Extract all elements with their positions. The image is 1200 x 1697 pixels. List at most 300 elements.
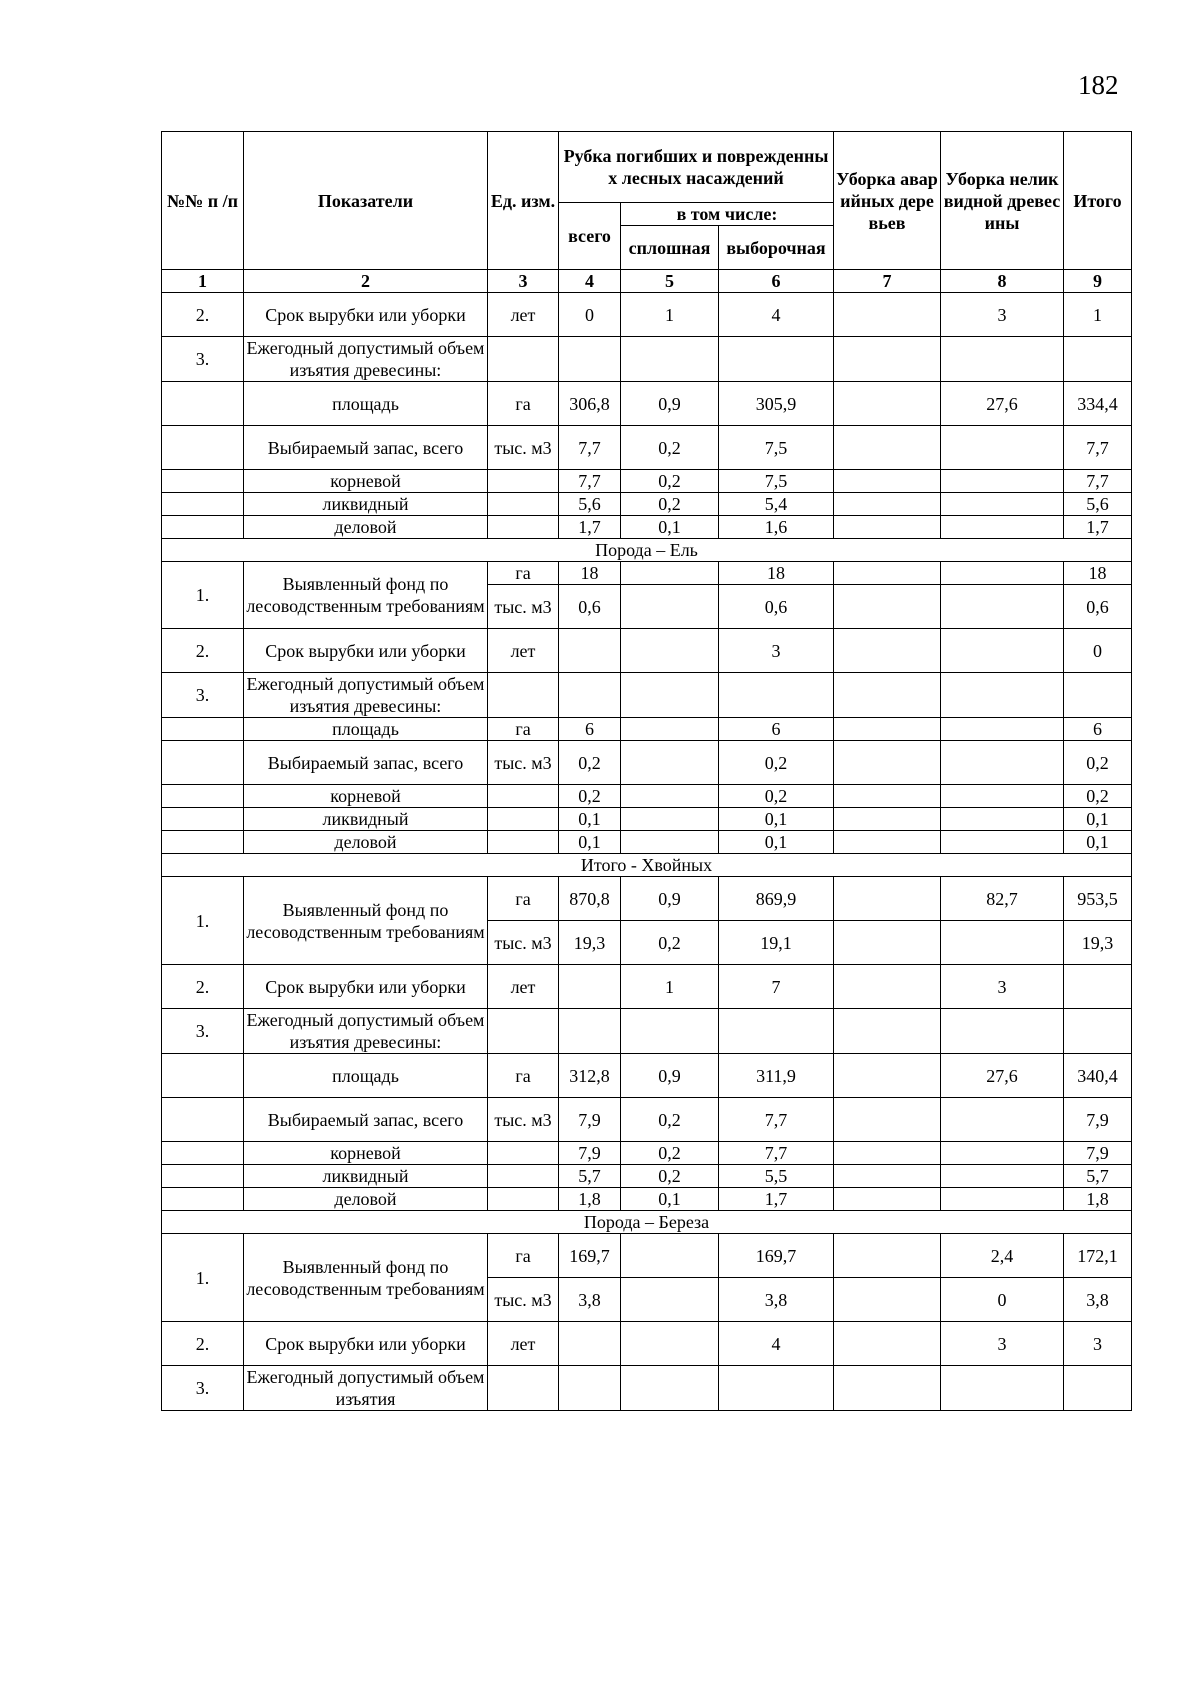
table-row — [162, 673, 1132, 718]
row-number: 1. — [162, 562, 244, 629]
value-cell — [621, 831, 719, 854]
unit-cell: га — [488, 718, 559, 741]
value-cell — [834, 1188, 941, 1211]
value-cell: 0,6 — [559, 585, 621, 629]
unit-cell: тыс. м3 — [488, 585, 559, 629]
indicator-label: корневой — [244, 470, 488, 493]
row-number — [162, 1054, 244, 1098]
table-row — [162, 426, 1132, 470]
row-number — [162, 718, 244, 741]
value-cell — [621, 1322, 719, 1366]
value-cell — [941, 831, 1064, 854]
value-cell: 305,9 — [719, 382, 834, 426]
unit-cell — [488, 785, 559, 808]
value-cell — [941, 1009, 1064, 1054]
unit-cell — [488, 470, 559, 493]
row-number — [162, 470, 244, 493]
value-cell — [834, 673, 941, 718]
value-cell: 1 — [621, 293, 719, 337]
table-row — [162, 1098, 1132, 1142]
indicator-label: деловой — [244, 831, 488, 854]
indicator-label: Выбираемый запас, всего — [244, 426, 488, 470]
value-cell: 0 — [559, 293, 621, 337]
value-cell — [941, 585, 1064, 629]
value-cell: 3,8 — [1064, 1278, 1132, 1322]
value-cell — [941, 718, 1064, 741]
value-cell: 1,6 — [719, 516, 834, 539]
unit-cell — [488, 1009, 559, 1054]
value-cell: 1,8 — [559, 1188, 621, 1211]
unit-cell — [488, 808, 559, 831]
table-row — [162, 965, 1132, 1009]
value-cell — [559, 965, 621, 1009]
row-number: 2. — [162, 293, 244, 337]
value-cell: 5,7 — [559, 1165, 621, 1188]
row-number — [162, 831, 244, 854]
value-cell — [941, 562, 1064, 585]
value-cell: 0,2 — [1064, 741, 1132, 785]
row-number — [162, 1165, 244, 1188]
indicator-label: Ежегодный допустимый объем изъятия древесины: — [244, 673, 488, 718]
value-cell — [941, 921, 1064, 965]
value-cell — [621, 718, 719, 741]
indicator-label: Срок вырубки или уборки — [244, 629, 488, 673]
value-cell: 0,2 — [621, 426, 719, 470]
unit-cell: га — [488, 1234, 559, 1278]
unit-cell — [488, 1188, 559, 1211]
value-cell — [621, 741, 719, 785]
indicator-label: Выбираемый запас, всего — [244, 1098, 488, 1142]
value-cell: 869,9 — [719, 877, 834, 921]
indicator-label: Срок вырубки или уборки — [244, 1322, 488, 1366]
indicator-label: корневой — [244, 785, 488, 808]
column-numbers-row — [162, 270, 1132, 293]
unit-cell: га — [488, 1054, 559, 1098]
value-cell — [719, 1009, 834, 1054]
unit-cell: лет — [488, 293, 559, 337]
unit-cell: тыс. м3 — [488, 426, 559, 470]
value-cell: 0,2 — [621, 470, 719, 493]
unit-cell: га — [488, 562, 559, 585]
value-cell — [834, 1054, 941, 1098]
unit-cell: тыс. м3 — [488, 1278, 559, 1322]
value-cell — [834, 965, 941, 1009]
value-cell: 18 — [1064, 562, 1132, 585]
row-number — [162, 808, 244, 831]
value-cell — [941, 808, 1064, 831]
value-cell: 3 — [719, 629, 834, 673]
unit-cell — [488, 831, 559, 854]
value-cell: 0,6 — [719, 585, 834, 629]
table-row — [162, 831, 1132, 854]
page-number: 182 — [1078, 70, 1119, 100]
value-cell: 3 — [941, 965, 1064, 1009]
value-cell — [834, 629, 941, 673]
row-number — [162, 382, 244, 426]
table-row — [162, 1009, 1132, 1054]
value-cell — [834, 718, 941, 741]
value-cell — [834, 562, 941, 585]
value-cell: 6 — [559, 718, 621, 741]
table-row — [162, 629, 1132, 673]
value-cell: 0 — [941, 1278, 1064, 1322]
value-cell: 0,9 — [621, 877, 719, 921]
unit-cell: га — [488, 382, 559, 426]
value-cell: 0,2 — [1064, 785, 1132, 808]
value-cell: 0,2 — [621, 1165, 719, 1188]
table-row — [162, 562, 1132, 585]
value-cell — [559, 673, 621, 718]
value-cell — [834, 808, 941, 831]
indicator-label: Срок вырубки или уборки — [244, 965, 488, 1009]
unit-cell: лет — [488, 1322, 559, 1366]
value-cell: 4 — [719, 293, 834, 337]
section-title: Порода – Ель — [162, 539, 1132, 562]
value-cell — [834, 1322, 941, 1366]
value-cell — [834, 493, 941, 516]
value-cell — [941, 1188, 1064, 1211]
value-cell: 311,9 — [719, 1054, 834, 1098]
value-cell: 7,7 — [719, 1098, 834, 1142]
row-number: 3. — [162, 673, 244, 718]
value-cell — [1064, 965, 1132, 1009]
value-cell: 1,8 — [1064, 1188, 1132, 1211]
value-cell: 7,9 — [1064, 1142, 1132, 1165]
unit-cell — [488, 493, 559, 516]
header-indicator: Показатели — [244, 132, 488, 270]
row-number: 3. — [162, 1009, 244, 1054]
value-cell — [621, 1009, 719, 1054]
value-cell: 2,4 — [941, 1234, 1064, 1278]
table-row — [162, 493, 1132, 516]
value-cell: 1,7 — [1064, 516, 1132, 539]
section-title: Порода – Береза — [162, 1211, 1132, 1234]
value-cell — [941, 1142, 1064, 1165]
value-cell — [1064, 1009, 1132, 1054]
unit-cell: тыс. м3 — [488, 921, 559, 965]
unit-cell: лет — [488, 965, 559, 1009]
header-num: №№ п /п — [162, 132, 244, 270]
value-cell — [941, 785, 1064, 808]
col-number: 3 — [488, 270, 559, 293]
value-cell: 0,9 — [621, 1054, 719, 1098]
section-row — [162, 1211, 1132, 1234]
header-illiquid: Уборка неликвидной древесины — [941, 132, 1064, 270]
value-cell: 953,5 — [1064, 877, 1132, 921]
row-number: 1. — [162, 877, 244, 965]
value-cell — [559, 337, 621, 382]
value-cell: 0,2 — [621, 493, 719, 516]
value-cell: 340,4 — [1064, 1054, 1132, 1098]
indicator-label: корневой — [244, 1142, 488, 1165]
value-cell — [941, 516, 1064, 539]
value-cell: 18 — [559, 562, 621, 585]
value-cell: 0,1 — [559, 831, 621, 854]
indicator-label: ликвидный — [244, 808, 488, 831]
row-number — [162, 1142, 244, 1165]
value-cell: 19,3 — [1064, 921, 1132, 965]
forest-felling-table — [161, 131, 1132, 1411]
value-cell: 3,8 — [719, 1278, 834, 1322]
value-cell — [1064, 337, 1132, 382]
value-cell — [834, 1098, 941, 1142]
indicator-label: площадь — [244, 382, 488, 426]
unit-cell — [488, 1142, 559, 1165]
indicator-label: деловой — [244, 1188, 488, 1211]
header-itog: Итого — [1064, 132, 1132, 270]
table-row — [162, 741, 1132, 785]
value-cell — [559, 1009, 621, 1054]
value-cell — [719, 673, 834, 718]
value-cell: 7,7 — [559, 470, 621, 493]
value-cell: 6 — [1064, 718, 1132, 741]
indicator-label: Выявленный фонд по лесоводственным требованиям — [244, 1234, 488, 1322]
unit-cell — [488, 337, 559, 382]
indicator-label: Выбираемый запас, всего — [244, 741, 488, 785]
value-cell — [834, 293, 941, 337]
row-number — [162, 1188, 244, 1211]
value-cell: 0,2 — [621, 1098, 719, 1142]
value-cell — [834, 877, 941, 921]
value-cell — [941, 493, 1064, 516]
table-row — [162, 470, 1132, 493]
table-row — [162, 337, 1132, 382]
value-cell — [1064, 1366, 1132, 1411]
value-cell: 0,1 — [1064, 808, 1132, 831]
value-cell — [941, 741, 1064, 785]
value-cell — [834, 1234, 941, 1278]
row-number — [162, 426, 244, 470]
table-row — [162, 718, 1132, 741]
indicator-label: площадь — [244, 1054, 488, 1098]
value-cell: 1 — [1064, 293, 1132, 337]
value-cell: 0,2 — [621, 1142, 719, 1165]
value-cell: 3 — [941, 293, 1064, 337]
value-cell: 0,1 — [1064, 831, 1132, 854]
value-cell: 27,6 — [941, 382, 1064, 426]
value-cell: 0,1 — [719, 808, 834, 831]
value-cell: 169,7 — [559, 1234, 621, 1278]
value-cell: 0 — [1064, 629, 1132, 673]
value-cell — [834, 1165, 941, 1188]
value-cell: 0,1 — [621, 1188, 719, 1211]
value-cell — [621, 1234, 719, 1278]
value-cell: 0,1 — [559, 808, 621, 831]
value-cell — [719, 337, 834, 382]
table-row — [162, 1165, 1132, 1188]
value-cell — [621, 562, 719, 585]
indicator-label: Срок вырубки или уборки — [244, 293, 488, 337]
value-cell: 1,7 — [559, 516, 621, 539]
value-cell: 0,2 — [621, 921, 719, 965]
unit-cell: га — [488, 877, 559, 921]
value-cell — [834, 831, 941, 854]
value-cell — [941, 629, 1064, 673]
value-cell: 6 — [719, 718, 834, 741]
row-number: 3. — [162, 337, 244, 382]
unit-cell: тыс. м3 — [488, 741, 559, 785]
value-cell — [621, 785, 719, 808]
indicator-label: Ежегодный допустимый объем изъятия — [244, 1366, 488, 1411]
table-row — [162, 785, 1132, 808]
value-cell — [621, 673, 719, 718]
row-number: 2. — [162, 1322, 244, 1366]
value-cell: 7,9 — [559, 1098, 621, 1142]
value-cell: 27,6 — [941, 1054, 1064, 1098]
value-cell — [941, 673, 1064, 718]
value-cell — [621, 337, 719, 382]
unit-cell: тыс. м3 — [488, 1098, 559, 1142]
value-cell: 0,2 — [559, 741, 621, 785]
value-cell — [719, 1366, 834, 1411]
value-cell — [834, 470, 941, 493]
value-cell: 3,8 — [559, 1278, 621, 1322]
value-cell: 4 — [719, 1322, 834, 1366]
col-number: 7 — [834, 270, 941, 293]
row-number — [162, 1098, 244, 1142]
table-row — [162, 1142, 1132, 1165]
indicator-label: ликвидный — [244, 493, 488, 516]
row-number — [162, 785, 244, 808]
value-cell: 5,5 — [719, 1165, 834, 1188]
table-row — [162, 1366, 1132, 1411]
value-cell: 3 — [941, 1322, 1064, 1366]
row-number — [162, 516, 244, 539]
row-number: 2. — [162, 629, 244, 673]
value-cell — [834, 785, 941, 808]
value-cell — [834, 1142, 941, 1165]
table-row — [162, 877, 1132, 921]
table-row — [162, 293, 1132, 337]
header-clear: сплошная — [621, 226, 719, 270]
value-cell — [941, 470, 1064, 493]
unit-cell — [488, 516, 559, 539]
row-number: 1. — [162, 1234, 244, 1322]
col-number: 4 — [559, 270, 621, 293]
row-number: 3. — [162, 1366, 244, 1411]
value-cell: 7,9 — [1064, 1098, 1132, 1142]
table-row — [162, 1188, 1132, 1211]
value-cell: 1,7 — [719, 1188, 834, 1211]
section-row — [162, 539, 1132, 562]
unit-cell: лет — [488, 629, 559, 673]
indicator-label: деловой — [244, 516, 488, 539]
value-cell: 19,1 — [719, 921, 834, 965]
row-number: 2. — [162, 965, 244, 1009]
section-row — [162, 854, 1132, 877]
value-cell — [559, 629, 621, 673]
value-cell: 0,9 — [621, 382, 719, 426]
section-title: Итого - Хвойных — [162, 854, 1132, 877]
unit-cell — [488, 673, 559, 718]
header-selective: выборочная — [719, 226, 834, 270]
value-cell — [834, 382, 941, 426]
value-cell: 7,9 — [559, 1142, 621, 1165]
value-cell — [559, 1322, 621, 1366]
table-row — [162, 1234, 1132, 1278]
value-cell: 18 — [719, 562, 834, 585]
value-cell: 82,7 — [941, 877, 1064, 921]
value-cell — [834, 1009, 941, 1054]
col-number: 1 — [162, 270, 244, 293]
header-incl: в том числе: — [621, 203, 834, 226]
value-cell — [834, 337, 941, 382]
value-cell — [621, 585, 719, 629]
value-cell: 5,6 — [1064, 493, 1132, 516]
table-row — [162, 1322, 1132, 1366]
value-cell: 5,6 — [559, 493, 621, 516]
indicator-label: Ежегодный допустимый объем изъятия древесины: — [244, 1009, 488, 1054]
value-cell — [1064, 673, 1132, 718]
value-cell — [621, 1366, 719, 1411]
value-cell — [834, 426, 941, 470]
col-number: 8 — [941, 270, 1064, 293]
value-cell: 7,7 — [559, 426, 621, 470]
value-cell: 7,5 — [719, 470, 834, 493]
value-cell — [621, 1278, 719, 1322]
value-cell: 312,8 — [559, 1054, 621, 1098]
value-cell: 306,8 — [559, 382, 621, 426]
col-number: 6 — [719, 270, 834, 293]
col-number: 5 — [621, 270, 719, 293]
value-cell: 334,4 — [1064, 382, 1132, 426]
value-cell: 7,7 — [719, 1142, 834, 1165]
value-cell: 5,7 — [1064, 1165, 1132, 1188]
value-cell: 7,7 — [1064, 470, 1132, 493]
header-felling-group: Рубка погибших и поврежденных лесных насаждений — [559, 132, 834, 203]
value-cell: 7 — [719, 965, 834, 1009]
header-total-sub: всего — [559, 203, 621, 270]
value-cell: 870,8 — [559, 877, 621, 921]
value-cell — [834, 741, 941, 785]
value-cell — [621, 808, 719, 831]
row-number — [162, 493, 244, 516]
value-cell: 169,7 — [719, 1234, 834, 1278]
value-cell — [621, 629, 719, 673]
value-cell — [559, 1366, 621, 1411]
value-cell: 19,3 — [559, 921, 621, 965]
header-emergency: Уборка аварийных деревьев — [834, 132, 941, 270]
value-cell: 0,2 — [719, 785, 834, 808]
table-row — [162, 1054, 1132, 1098]
value-cell — [834, 516, 941, 539]
col-number: 9 — [1064, 270, 1132, 293]
unit-cell — [488, 1165, 559, 1188]
value-cell: 0,1 — [621, 516, 719, 539]
value-cell — [834, 921, 941, 965]
indicator-label: Выявленный фонд по лесоводственным требованиям — [244, 877, 488, 965]
value-cell — [834, 1366, 941, 1411]
unit-cell — [488, 1366, 559, 1411]
row-number — [162, 741, 244, 785]
value-cell — [834, 585, 941, 629]
value-cell — [941, 1165, 1064, 1188]
value-cell: 172,1 — [1064, 1234, 1132, 1278]
header-unit: Ед. изм. — [488, 132, 559, 270]
value-cell — [941, 337, 1064, 382]
col-number: 2 — [244, 270, 488, 293]
indicator-label: ликвидный — [244, 1165, 488, 1188]
value-cell: 0,2 — [719, 741, 834, 785]
table-row — [162, 808, 1132, 831]
value-cell — [834, 1278, 941, 1322]
value-cell: 0,2 — [559, 785, 621, 808]
value-cell — [941, 1098, 1064, 1142]
table-row — [162, 382, 1132, 426]
value-cell — [941, 426, 1064, 470]
value-cell: 7,5 — [719, 426, 834, 470]
value-cell: 7,7 — [1064, 426, 1132, 470]
